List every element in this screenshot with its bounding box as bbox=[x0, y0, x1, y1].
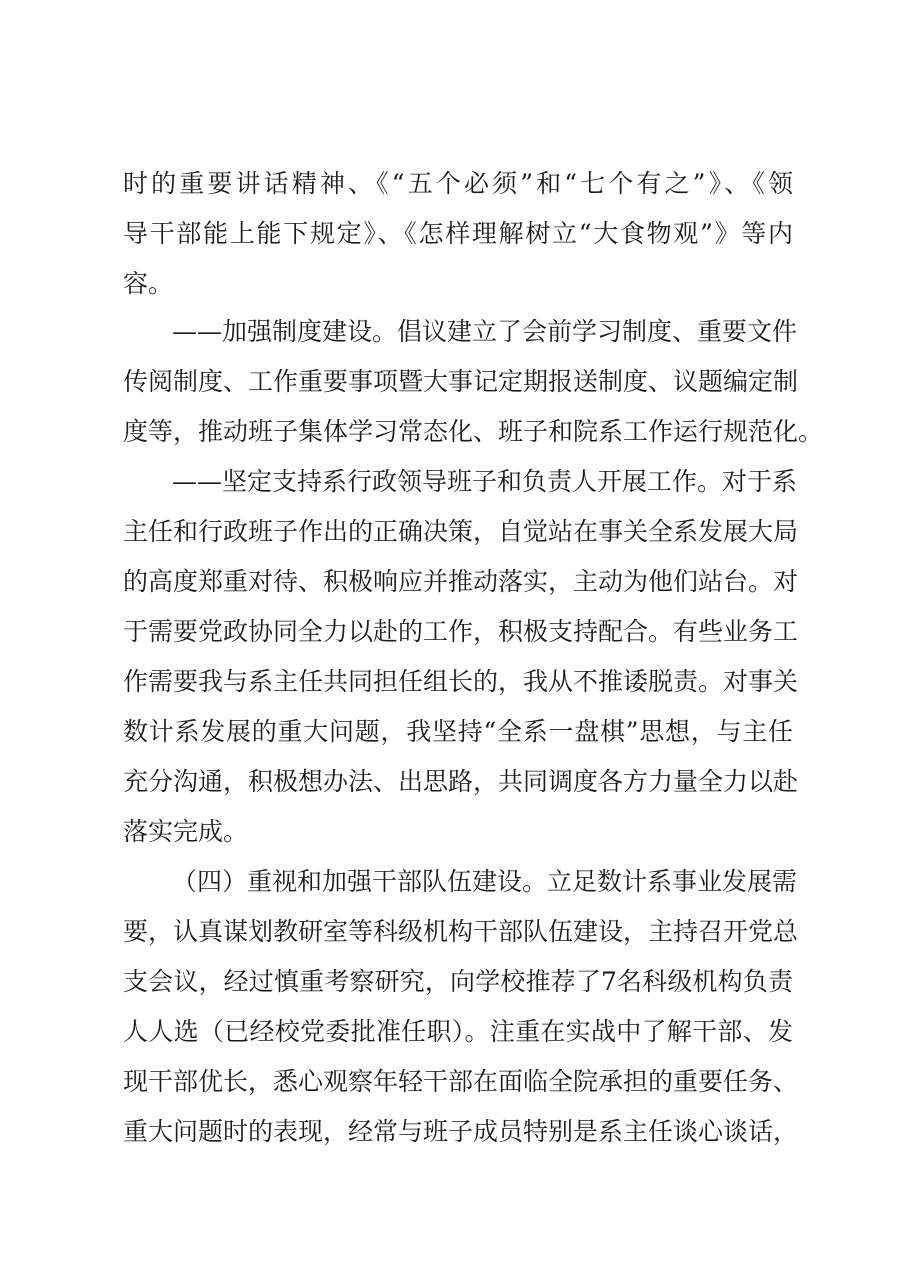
text-line: 度等，推动班子集体学习常态化、班子和院系工作运行规范化。 bbox=[123, 417, 824, 446]
text-line: 重大问题时的表现，经常与班子成员特别是系主任谈心谈话， bbox=[123, 1117, 799, 1146]
text-line: 于需要党政协同全力以赴的工作，积极支持配合。有些业务工 bbox=[123, 617, 799, 646]
text-line: （四）重视和加强干部队伍建设。立足数计系事业发展需 bbox=[172, 867, 798, 896]
text-line: ——坚定支持系行政领导班子和负责人开展工作。对于系 bbox=[172, 467, 798, 496]
text-line: 数计系发展的重大问题，我坚持“全系一盘棋”思想，与主任 bbox=[123, 717, 793, 746]
text-line: 要，认真谋划教研室等科级机构干部队伍建设，主持召开党总 bbox=[123, 917, 799, 946]
text-line: 传阅制度、工作重要事项暨大事记定期报送制度、议题编定制 bbox=[123, 367, 799, 396]
text-line: 充分沟通，积极想办法、出思路，共同调度各方力量全力以赴 bbox=[123, 767, 799, 796]
text-line: 时的重要讲话精神、《“五个必须”和“七个有之”》、《领 bbox=[123, 169, 793, 198]
text-line: 人人选（已经校党委批准任职）。注重在实战中了解干部、发 bbox=[123, 1017, 793, 1046]
text-line: 作需要我与系主任共同担任组长的，我从不推诿脱责。对事关 bbox=[123, 667, 799, 696]
text-line: 现干部优长，悉心观察年轻干部在面临全院承担的重要任务、 bbox=[123, 1067, 799, 1096]
text-line: 的高度郑重对待、积极响应并推动落实，主动为他们站台。对 bbox=[123, 567, 799, 596]
text-line: 主任和行政班子作出的正确决策，自觉站在事关全系发展大局 bbox=[123, 517, 799, 546]
text-line: 导干部能上能下规定》、《怎样理解树立“大食物观”》等内 bbox=[123, 219, 793, 248]
text-line: 容。 bbox=[123, 269, 174, 298]
text-line: 落实完成。 bbox=[123, 817, 249, 846]
text-line: 支会议，经过慎重考察研究，向学校推荐了7名科级机构负责 bbox=[123, 967, 793, 996]
text-line: ——加强制度建设。倡议建立了会前学习制度、重要文件 bbox=[172, 317, 798, 346]
